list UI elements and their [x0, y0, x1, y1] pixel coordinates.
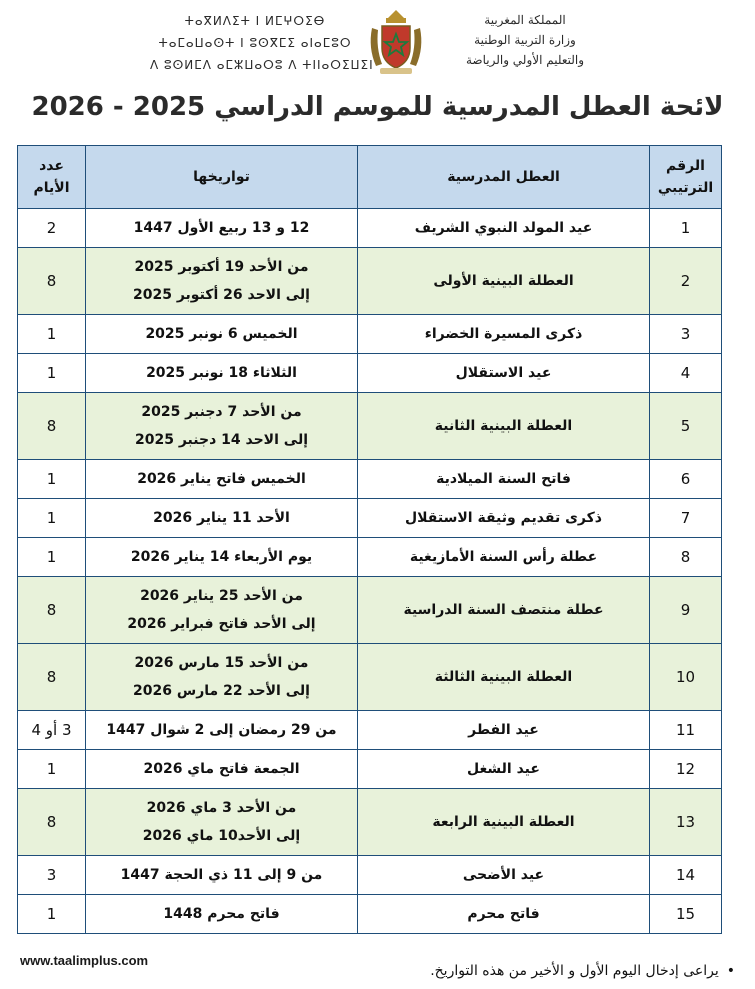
- header-holiday: العطل المدرسية: [358, 146, 650, 209]
- cell-index: 10: [650, 644, 722, 711]
- holidays-table: [17, 145, 722, 934]
- table-row: [18, 354, 722, 393]
- cell-holiday-name: عيد المولد النبوي الشريف: [358, 209, 650, 248]
- cell-index: 9: [650, 577, 722, 644]
- cell-days: 1: [18, 538, 86, 577]
- cell-holiday-name: العطلة البينية الثانية: [358, 393, 650, 460]
- page-header: [0, 0, 755, 88]
- cell-holiday-name: عطلة منتصف السنة الدراسية: [358, 577, 650, 644]
- header-days-line2: الأيام: [33, 180, 70, 196]
- cell-days: 1: [18, 499, 86, 538]
- cell-days: 8: [18, 248, 86, 315]
- cell-index: 5: [650, 393, 722, 460]
- header-index: [650, 146, 722, 209]
- cell-days: 1: [18, 895, 86, 934]
- cell-index: 11: [650, 711, 722, 750]
- page-title: لائحة العطل المدرسية للموسم الدراسي 2025 - 2026: [31, 92, 724, 122]
- cell-index: 1: [650, 209, 722, 248]
- cell-days: 1: [18, 460, 86, 499]
- cell-dates: [86, 644, 358, 711]
- date-line: الأحد 11 يناير 2026: [153, 510, 290, 526]
- cell-days: 1: [18, 750, 86, 789]
- date-line: من الأحد 19 أكتوبر 2025: [134, 259, 309, 275]
- date-line: الثلاثاء 18 نونبر 2025: [146, 365, 297, 381]
- cell-holiday-name: العطلة البينية الرابعة: [358, 789, 650, 856]
- table-row: [18, 856, 722, 895]
- header-index-line1: الرقم: [666, 158, 705, 174]
- tifinagh-line: ⴷ ⵓⵙⵍⵎⴷ ⴰⵎⵣⵡⴰⵔⵓ ⴷ ⵜⵏⵏⴰⵔⵉⵡⵉⵏ: [150, 58, 374, 72]
- cell-holiday-name: عيد الأضحى: [358, 856, 650, 895]
- tifinagh-ministry-name: [150, 10, 374, 76]
- cell-holiday-name: العطلة البينية الأولى: [358, 248, 650, 315]
- table-row: [18, 895, 722, 934]
- cell-index: 8: [650, 538, 722, 577]
- cell-dates: [86, 499, 358, 538]
- table-row: [18, 460, 722, 499]
- cell-index: 7: [650, 499, 722, 538]
- cell-dates: [86, 750, 358, 789]
- arabic-header-line: والتعليم الأولي والرياضة: [465, 53, 585, 67]
- cell-days: 8: [18, 644, 86, 711]
- cell-dates: [86, 856, 358, 895]
- date-line: من الأحد 15 مارس 2026: [134, 655, 309, 671]
- date-line: من الأحد 3 ماي 2026: [146, 800, 297, 816]
- date-line: من الأحد 25 يناير 2026: [140, 588, 303, 604]
- date-line: إلى الأحد 22 مارس 2026: [133, 683, 310, 699]
- date-line: الخميس 6 نونبر 2025: [145, 326, 298, 342]
- cell-holiday-name: عيد الشغل: [358, 750, 650, 789]
- tifinagh-line: ⵜⴰⴳⵍⴷⵉⵜ ⵏ ⵍⵎⵖⵔⵉⴱ: [184, 14, 326, 28]
- header-days: [18, 146, 86, 209]
- table-row: [18, 711, 722, 750]
- coat-of-arms-icon: [364, 8, 428, 78]
- header-index-line2: الترتيبي: [657, 180, 714, 196]
- cell-holiday-name: عيد الفطر: [358, 711, 650, 750]
- tifinagh-line: ⵜⴰⵎⴰⵡⴰⵙⵜ ⵏ ⵓⵙⴳⵎⵉ ⴰⵏⴰⵎⵓⵔ: [158, 36, 352, 50]
- table-row: [18, 315, 722, 354]
- date-line: 12 و 13 ربيع الأول 1447: [133, 220, 310, 236]
- date-line: من 29 رمضان إلى 2 شوال 1447: [106, 722, 337, 738]
- cell-holiday-name: العطلة البينية الثالثة: [358, 644, 650, 711]
- bullet-icon: •: [726, 963, 735, 979]
- cell-holiday-name: ذكرى تقديم وثيقة الاستقلال: [358, 499, 650, 538]
- table-row: [18, 538, 722, 577]
- cell-days: 8: [18, 577, 86, 644]
- cell-index: 4: [650, 354, 722, 393]
- arabic-header-line: وزارة التربية الوطنية: [474, 33, 576, 47]
- table-row: [18, 499, 722, 538]
- cell-index: 13: [650, 789, 722, 856]
- cell-dates: [86, 895, 358, 934]
- table-row: [18, 644, 722, 711]
- cell-index: 2: [650, 248, 722, 315]
- cell-dates: [86, 248, 358, 315]
- cell-dates: [86, 209, 358, 248]
- cell-holiday-name: فاتح محرم: [358, 895, 650, 934]
- cell-dates: [86, 315, 358, 354]
- cell-days: 1: [18, 315, 86, 354]
- website-url[interactable]: www.taalimplus.com: [20, 953, 149, 968]
- table-row: [18, 209, 722, 248]
- date-line: فاتح محرم 1448: [163, 906, 280, 922]
- cell-dates: [86, 789, 358, 856]
- date-line: إلى الاحد 14 دجنبر 2025: [135, 432, 308, 448]
- cell-days: 3: [18, 856, 86, 895]
- cell-days: 3 أو 4: [18, 711, 86, 750]
- cell-index: 15: [650, 895, 722, 934]
- footer-note: [430, 963, 735, 979]
- cell-index: 3: [650, 315, 722, 354]
- cell-days: 8: [18, 393, 86, 460]
- date-line: إلى الاحد 26 أكتوبر 2025: [133, 287, 310, 303]
- arabic-header-line: المملكة المغربية: [484, 13, 566, 27]
- cell-holiday-name: عطلة رأس السنة الأمازيغية: [358, 538, 650, 577]
- date-line: الخميس فاتح يناير 2026: [137, 471, 306, 487]
- table-row: [18, 750, 722, 789]
- date-line: الجمعة فاتح ماي 2026: [143, 761, 300, 777]
- cell-dates: [86, 393, 358, 460]
- cell-days: 1: [18, 354, 86, 393]
- cell-index: 14: [650, 856, 722, 895]
- cell-dates: [86, 354, 358, 393]
- table-header-row: [18, 146, 722, 209]
- cell-holiday-name: عيد الاستقلال: [358, 354, 650, 393]
- cell-index: 6: [650, 460, 722, 499]
- table-row: [18, 789, 722, 856]
- table-row: [18, 577, 722, 644]
- cell-days: 2: [18, 209, 86, 248]
- cell-days: 8: [18, 789, 86, 856]
- cell-holiday-name: ذكرى المسيرة الخضراء: [358, 315, 650, 354]
- cell-dates: [86, 460, 358, 499]
- cell-dates: [86, 711, 358, 750]
- cell-dates: [86, 577, 358, 644]
- header-dates: تواريخها: [86, 146, 358, 209]
- date-line: من 9 إلى 11 ذي الحجة 1447: [120, 867, 323, 883]
- date-line: من الأحد 7 دجنبر 2025: [141, 404, 302, 420]
- date-line: إلى الأحد فاتح فبراير 2026: [127, 616, 316, 632]
- footer-note-text: يراعى إدخال اليوم الأول و الأخير من هذه التواريخ.: [430, 963, 719, 979]
- cell-holiday-name: فاتح السنة الميلادية: [358, 460, 650, 499]
- date-line: إلى الأحد10 ماي 2026: [142, 828, 301, 844]
- date-line: يوم الأربعاء 14 يناير 2026: [130, 549, 313, 565]
- arabic-ministry-name: [430, 10, 620, 70]
- header-days-line1: عدد: [39, 158, 64, 174]
- cell-dates: [86, 538, 358, 577]
- table-row: [18, 248, 722, 315]
- cell-index: 12: [650, 750, 722, 789]
- table-row: [18, 393, 722, 460]
